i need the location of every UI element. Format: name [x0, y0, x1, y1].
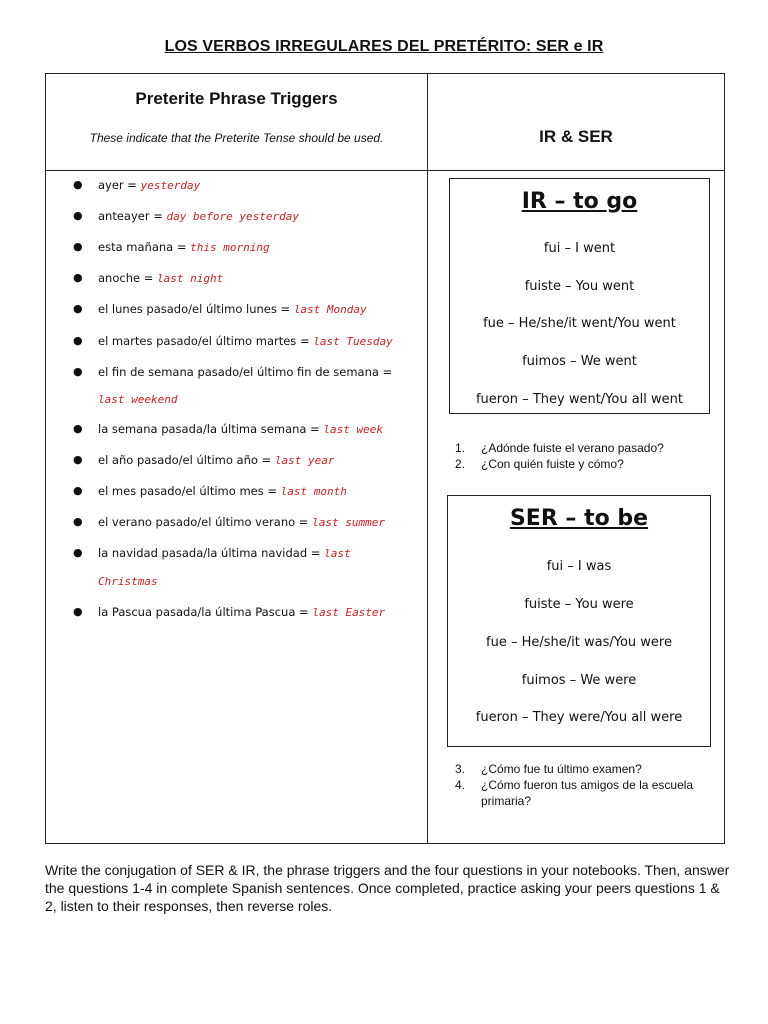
trigger-spanish: la Pascua pasada/la última Pascua = — [98, 605, 313, 619]
question-number: 4. — [455, 778, 466, 792]
trigger-english: Christmas — [98, 575, 158, 588]
trigger-english: last Tuesday — [313, 335, 393, 348]
trigger-spanish: el fin de semana pasado/el último fin de semana = — [98, 365, 393, 379]
bullet-icon: ● — [73, 515, 83, 528]
trigger-english: last weekend — [98, 393, 178, 406]
conjugation-line: fuimos – We went — [522, 354, 637, 369]
trigger-spanish: el martes pasado/el último martes = — [98, 334, 314, 348]
bullet-icon: ● — [73, 334, 83, 347]
bullet-icon: ● — [73, 453, 83, 466]
conjugation-line: fue – He/she/it was/You were — [486, 635, 672, 650]
trigger-english: day before yesterday — [166, 210, 299, 223]
ir-conjugation-box — [449, 178, 710, 414]
ir-title: IR – to go — [521, 189, 638, 214]
trigger-spanish: anoche = — [98, 271, 158, 285]
trigger-spanish: el lunes pasado/el último lunes = — [98, 302, 294, 316]
page-title: LOS VERBOS IRREGULARES DEL PRETÉRITO: SER e IR — [164, 38, 604, 55]
trigger-english: last night — [157, 272, 224, 285]
question-text: ¿Con quién fuiste y cómo? — [481, 457, 624, 471]
trigger-spanish: ayer = — [98, 178, 141, 192]
column-divider — [427, 74, 428, 843]
trigger-spanish: el año pasado/el último año = — [98, 453, 275, 467]
trigger-english: last summer — [312, 516, 385, 529]
trigger-spanish: la semana pasada/la última semana = — [98, 422, 324, 436]
bullet-icon: ● — [73, 302, 83, 315]
bullet-icon: ● — [73, 209, 83, 222]
bullet-icon: ● — [73, 422, 83, 435]
question-text: ¿Adónde fuiste el verano pasado? — [481, 441, 664, 455]
question-item — [455, 456, 715, 472]
trigger-spanish: esta mañana = — [98, 240, 191, 254]
question-item — [455, 777, 701, 809]
conjugation-line: fui – I went — [543, 241, 616, 256]
triggers-subtitle: These indicate that the Preterite Tense should be used. — [89, 131, 384, 145]
question-text: ¿Cómo fue tu último examen? — [481, 762, 642, 776]
bullet-icon: ● — [73, 546, 83, 559]
trigger-english: this morning — [190, 241, 270, 254]
verbs-header — [428, 74, 724, 170]
trigger-spanish: la navidad pasada/la última navidad = — [98, 546, 325, 560]
trigger-english: last — [324, 547, 351, 560]
ser-title: SER – to be — [509, 506, 649, 531]
conjugation-line: fueron – They went/You all went — [475, 392, 683, 407]
trigger-english: last week — [323, 423, 384, 436]
worksheet-table — [45, 73, 725, 844]
conjugation-line: fue – He/she/it went/You went — [483, 316, 676, 331]
question-text: ¿Cómo fueron tus amigos de la escuela primaria? — [481, 778, 694, 808]
bullet-icon: ● — [73, 484, 83, 497]
bullet-icon: ● — [73, 271, 83, 284]
question-number: 2. — [455, 457, 466, 471]
trigger-english: last month — [280, 485, 347, 498]
question-number: 3. — [455, 762, 466, 776]
trigger-english: last Monday — [293, 303, 367, 316]
bullet-icon: ● — [73, 365, 83, 378]
trigger-english: yesterday — [140, 179, 201, 192]
instructions-paragraph: Write the conjugation of SER & IR, the phrase triggers and the four questions in your notebooks. Then, answer the questions 1-4 in complete Spanish sentences. Once completed, practice asking your peers questions 1 & 2, listen to their responses, then reverse roles. — [45, 862, 730, 914]
bullet-icon: ● — [73, 178, 83, 191]
conjugation-line: fuiste – You were — [524, 597, 634, 612]
trigger-english: last Easter — [312, 606, 386, 619]
question-item — [455, 440, 715, 456]
conjugation-line: fuimos – We were — [521, 673, 637, 688]
ser-conjugation-box — [447, 495, 711, 747]
conjugation-line: fui – I was — [546, 559, 612, 574]
question-number: 1. — [455, 441, 466, 455]
trigger-spanish: anteayer = — [98, 209, 167, 223]
bullet-icon: ● — [73, 240, 83, 253]
bullet-icon: ● — [73, 605, 83, 618]
triggers-header — [46, 74, 427, 170]
conjugation-line: fueron – They were/You all were — [475, 710, 683, 725]
ir-questions — [455, 440, 715, 472]
trigger-english: last year — [274, 454, 335, 467]
trigger-spanish: el mes pasado/el último mes = — [98, 484, 281, 498]
verbs-heading: IR & SER — [539, 127, 613, 146]
conjugation-line: fuiste – You went — [524, 279, 635, 294]
trigger-spanish: el verano pasado/el último verano = — [98, 515, 313, 529]
question-item — [455, 761, 710, 777]
triggers-heading: Preterite Phrase Triggers — [135, 89, 338, 108]
ser-questions — [455, 761, 710, 809]
